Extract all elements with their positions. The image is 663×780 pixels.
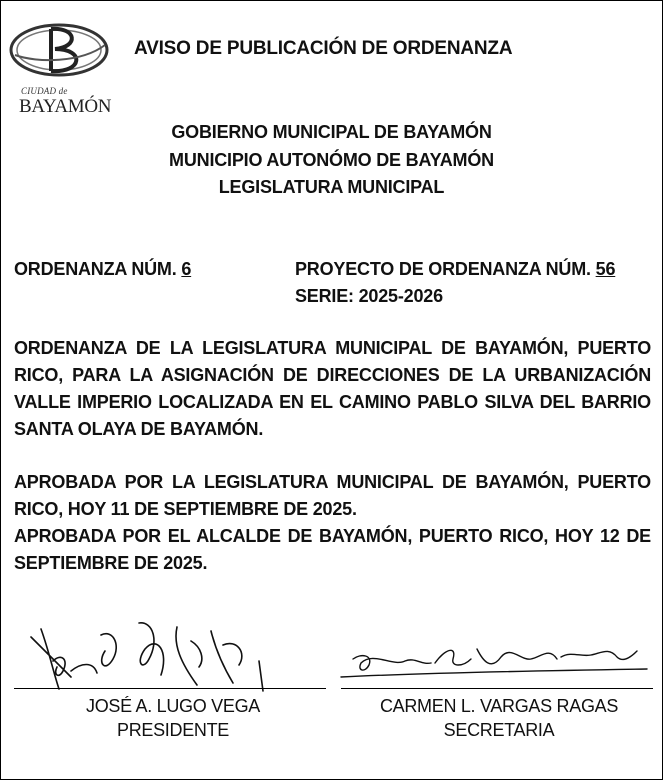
president-title: PRESIDENTE: [116, 720, 230, 740]
secretary-name: CARMEN L. VARGAS RAGAS: [379, 696, 619, 716]
ordinance-description: ORDENANZA DE LA LEGISLATURA MUNICIPAL DE BAYAMÓN, PUERTO RICO, PARA LA ASIGNACIÓN DE DIRECCIONES DE LA URBANIZACIÓN VALLE IMPERIO LOCALIZADA EN EL CAMINO PABLO SILVA DEL BARRIO SANTA OLAYA DE BAYAMÓN.: [14, 338, 651, 439]
project-label: PROYECTO DE ORDENANZA NÚM.: [295, 259, 591, 279]
secretary-signature-line: [341, 688, 653, 689]
secretary-signature: [341, 649, 647, 677]
logo-city-name: BAYAMÓN: [19, 96, 112, 117]
president-name: JOSÉ A. LUGO VEGA: [86, 696, 260, 716]
mayor-approval: APROBADA POR EL ALCALDE DE BAYAMÓN, PUERTO RICO, HOY 12 DE SEPTIEMBRE DE 2025.: [14, 526, 651, 573]
president-signature-line: [14, 688, 326, 689]
legislature-approval: APROBADA POR LA LEGISLATURA MUNICIPAL DE BAYAMÓN, PUERTO RICO, HOY 11 DE SEPTIEMBRE DE 2025.: [14, 472, 651, 519]
bayamon-logo-emblem: [7, 15, 111, 85]
project-number: [295, 256, 615, 282]
ordinance-number-value: 6: [181, 259, 192, 279]
government-line-3: LEGISLATURA MUNICIPAL: [218, 177, 445, 197]
government-line-2: MUNICIPIO AUTONÓMO DE BAYAMÓN: [169, 150, 494, 170]
series: SERIE: 2025-2026: [295, 286, 443, 306]
city-logo: [7, 15, 112, 117]
government-line-1: GOBIERNO MUNICIPAL DE BAYAMÓN: [171, 122, 492, 142]
secretary-title: SECRETARIA: [443, 720, 555, 740]
logo-small-text: CIUDAD de: [21, 86, 68, 96]
ordinance-number: [14, 256, 191, 282]
president-signature: [31, 623, 263, 691]
ordinance-label: ORDENANZA NÚM.: [14, 259, 177, 279]
project-number-value: 56: [595, 259, 616, 279]
notice-title: AVISO DE PUBLICACIÓN DE ORDENANZA: [134, 38, 513, 59]
